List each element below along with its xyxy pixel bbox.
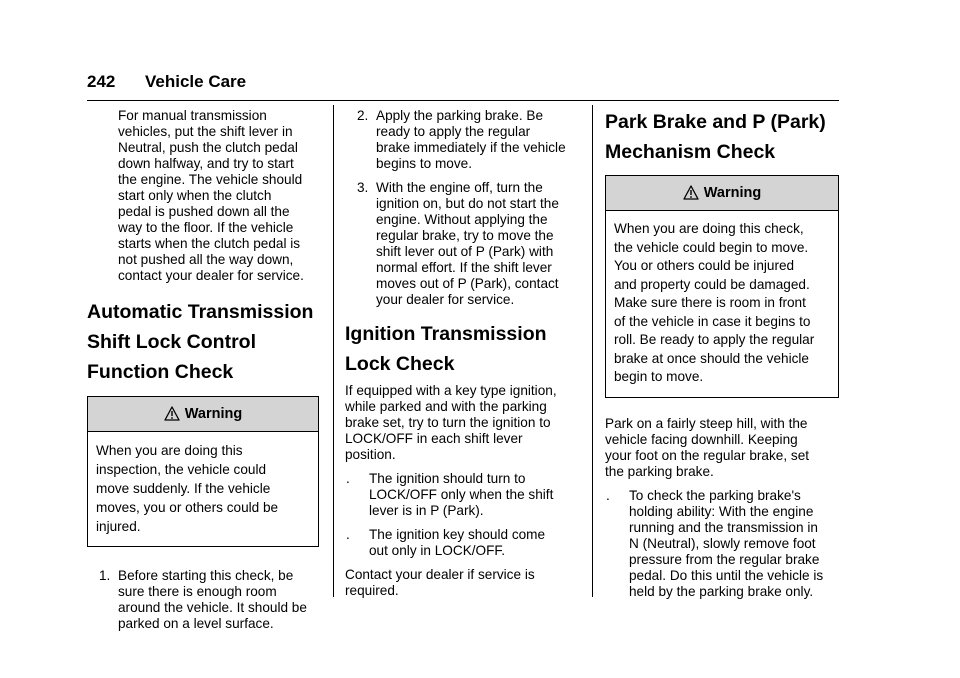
text-line: For manual transmission <box>118 108 267 123</box>
text-line: Neutral, push the clutch pedal <box>118 140 298 155</box>
text-line: lever is in P (Park). <box>369 503 484 518</box>
text-line: N (Neutral), slowly remove foot <box>629 535 816 551</box>
text-line: begin to move. <box>614 369 704 384</box>
text-line: contact your dealer for service. <box>118 268 304 283</box>
text-line: not pushed all the way down, <box>118 252 294 267</box>
text-line: When you are doing this <box>96 443 243 458</box>
text-line: running and the transmission in <box>629 519 818 535</box>
text-line: required. <box>345 583 399 598</box>
bullet-mark: . <box>606 487 610 503</box>
page-number: 242 <box>87 72 116 91</box>
list-number: 2. <box>357 108 369 123</box>
text-line: The ignition key should come <box>369 527 546 542</box>
heading-line: Function Check <box>87 361 234 383</box>
text-line: Make sure there is room in front <box>614 295 806 310</box>
ignition-paragraph <box>345 383 581 463</box>
text-line: pressure from the regular brake <box>629 551 820 567</box>
text-line: You or others could be injured <box>614 258 795 273</box>
warning-box <box>605 175 839 398</box>
warning-body <box>606 211 838 397</box>
warning-header <box>88 397 318 432</box>
column-divider-2 <box>592 105 593 597</box>
warning-triangle-icon <box>683 185 699 200</box>
text-line: sure there is enough room <box>118 584 277 599</box>
text-line: engine. Without applying the <box>376 212 548 227</box>
heading-park-brake <box>605 111 839 163</box>
text-line: Before starting this check, be <box>118 568 294 583</box>
text-line: moves, you or others could be <box>96 500 279 515</box>
text-line: shift lever out of P (Park) with <box>376 244 554 259</box>
park-on-hill-paragraph <box>605 416 839 480</box>
heading-ignition-transmission <box>345 323 581 375</box>
contact-dealer-paragraph <box>345 567 581 599</box>
manual-transmission-paragraph <box>87 108 319 284</box>
header-rule <box>87 100 839 101</box>
bullet-item <box>345 471 581 519</box>
text-line: way to the floor. If the vehicle <box>118 220 294 235</box>
text-line: pedal is pushed down all the <box>118 204 290 219</box>
column-1 <box>87 108 319 632</box>
text-line: Park on a fairly steep hill, with the <box>605 415 808 431</box>
heading-line: Lock Check <box>345 353 455 375</box>
text-line: and property could be damaged. <box>614 276 810 292</box>
list-item-step-2 <box>345 108 581 172</box>
text-line: begins to move. <box>376 156 472 171</box>
text-line: the vehicle could begin to move. <box>614 239 809 255</box>
text-line: LOCK/OFF in each shift lever <box>345 431 523 446</box>
text-line: LOCK/OFF only when the shift <box>369 487 554 502</box>
text-line: down halfway, and try to start <box>118 156 294 171</box>
heading-line: Shift Lock Control <box>87 331 256 353</box>
text-line: The ignition should turn to <box>369 471 526 486</box>
bullet-item <box>605 488 839 600</box>
text-line: ignition on, but do not start the <box>376 196 559 211</box>
text-line: vehicles, put the shift lever in <box>118 124 293 139</box>
warning-title: Warning <box>703 185 762 201</box>
text-line: held by the parking brake only. <box>629 583 814 599</box>
text-line: To check the parking brake's <box>629 487 801 503</box>
text-line: moves out of P (Park), contact <box>376 276 559 291</box>
text-line: When you are doing this check, <box>614 221 804 236</box>
text-line: Contact your dealer if service is <box>345 567 535 582</box>
bullet-item <box>345 527 581 559</box>
text-line: your dealer for service. <box>376 292 515 307</box>
text-line: normal effort. If the shift lever <box>376 260 552 275</box>
heading-line: Mechanism Check <box>605 141 776 163</box>
list-item-step-3 <box>345 180 581 308</box>
heading-line: Ignition Transmission <box>345 323 547 345</box>
bullet-mark: . <box>346 527 350 542</box>
text-line: holding ability: With the engine <box>629 503 814 519</box>
heading-line: Park Brake and P (Park) <box>605 111 826 133</box>
warning-title: Warning <box>184 406 243 422</box>
list-number: 1. <box>99 568 111 583</box>
column-2 <box>345 108 581 599</box>
text-line: starts when the clutch pedal is <box>118 236 301 251</box>
warning-body <box>88 432 318 546</box>
text-line: ready to apply the regular <box>376 124 531 139</box>
text-line: vehicle facing downhill. Keeping <box>605 431 798 447</box>
list-item-step-1 <box>87 568 319 632</box>
text-line: move suddenly. If the vehicle <box>96 481 271 496</box>
text-line: around the vehicle. It should be <box>118 600 307 615</box>
text-line: pedal. Do this until the vehicle is <box>629 567 824 583</box>
text-line: out only in LOCK/OFF. <box>369 543 505 558</box>
text-line: With the engine off, turn the <box>376 180 543 195</box>
text-line: brake immediately if the vehicle <box>376 140 566 155</box>
warning-header <box>606 176 838 211</box>
text-line: roll. Be ready to apply the regular <box>614 332 815 347</box>
text-line: brake set, try to turn the ignition to <box>345 415 551 430</box>
heading-line: Automatic Transmission <box>87 301 314 323</box>
text-line: parked on a level surface. <box>118 616 274 631</box>
page-header <box>87 72 839 102</box>
warning-triangle-icon <box>164 406 180 421</box>
column-divider-1 <box>333 105 334 597</box>
list-number: 3. <box>357 180 369 195</box>
column-3 <box>605 108 839 600</box>
text-line: Apply the parking brake. Be <box>376 108 544 123</box>
text-line: brake at once should the vehicle <box>614 350 809 366</box>
text-line: of the vehicle in case it begins to <box>614 313 811 329</box>
text-line: injured. <box>96 519 141 534</box>
section-title: Vehicle Care <box>145 72 247 91</box>
heading-automatic-transmission <box>87 301 319 383</box>
text-line: your foot on the regular brake, set <box>605 447 810 463</box>
text-line: If equipped with a key type ignition, <box>345 383 557 398</box>
text-line: the engine. The vehicle should <box>118 172 303 187</box>
text-line: while parked and with the parking <box>345 399 547 414</box>
text-line: position. <box>345 447 396 462</box>
text-line: the parking brake. <box>605 463 714 479</box>
text-line: start only when the clutch <box>118 188 272 203</box>
warning-box <box>87 396 319 547</box>
text-line: inspection, the vehicle could <box>96 462 267 477</box>
bullet-mark: . <box>346 471 350 486</box>
text-line: regular brake, try to move the <box>376 228 554 243</box>
